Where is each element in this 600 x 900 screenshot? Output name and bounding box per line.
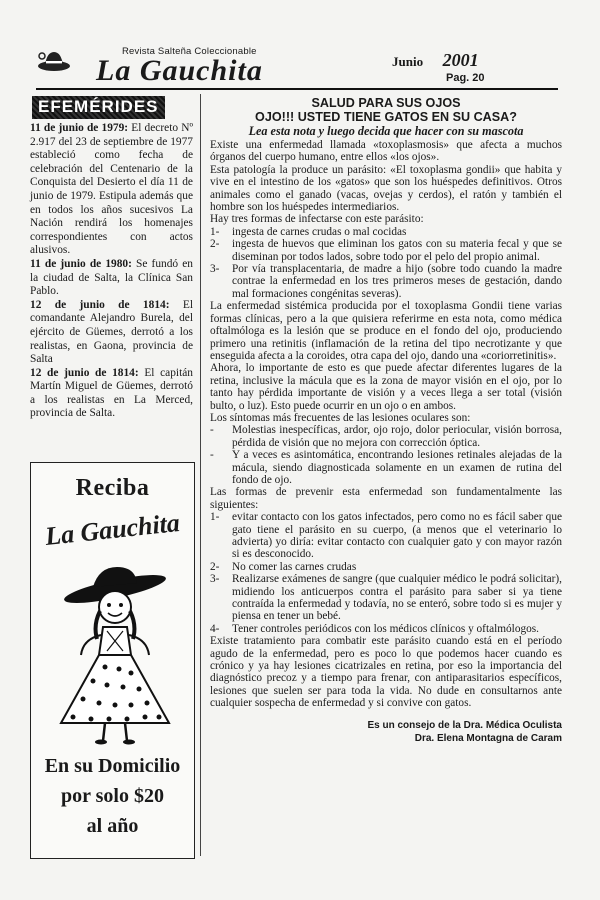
efemeride-date: 12 de junio de 1814: [30, 298, 170, 311]
list-text: Molestias inespecíficas, ardor, ojo rojo, dolor periocular, visión borrosa, pérdida de visión que no mejora con corrección óptica. [232, 424, 562, 449]
article-subtitle: OJO!!! USTED TIENE GATOS EN SU CASA? [255, 110, 517, 124]
article-title: SALUD PARA SUS OJOS [311, 96, 461, 110]
ad-line-period: al año [86, 815, 139, 837]
article-paragraph: Ahora, lo importante de esto es que puede afectar diferentes lugares de la retina, inclusive la mácula que es la zona de mayor visión en el ojo, por lo tanto hay pérdida importante de visión y a veces llega a ser total (visión bulto, o luz). Esto puede ocurrir en un ojo o en ambos. [210, 362, 562, 412]
list-item [210, 511, 562, 561]
ad-headline: Reciba [75, 475, 150, 501]
list-text: Realizarse exámenes de sangre (que cualquier médico le podrá solicitar), midiendo los anticuerpos contra el parásito para saber si ya tiene contraída la enfermedad y todavía, no se enteró, sobre todo si es mujer y piensa en tener un bebé. [232, 573, 562, 623]
list-text: Y a veces es asintomática, encontrando lesiones retinales alejadas de la mácula, siendo diagnosticada solamente en un examen de rutina del fondo de ojo. [232, 449, 562, 486]
article-paragraph: Existe una enfermedad llamada «toxoplasmosis» que afecta a muchos órganos del cuerpo humano, entre ellos «los ojos». [210, 139, 562, 164]
gaucha-girl-illustration [45, 555, 181, 745]
list-marker: 3- [210, 573, 220, 586]
article-paragraph: Existe tratamiento para combatir este parásito cuando está en el período agudo de la enfermedad, pero es poco lo que podemos hacer cuando es crónico y ya hay lesiones cicatrizales en retina, por eso la importancia del diagnóstico precoz y a tiempo para frenar, con antiparasitarios específicos, lesiones que suelen ser para toda la vida. No dude en consultarnos ante cualquier sospecha de enfermedad y si convive con gatos. [210, 635, 562, 710]
efemeride-text: El decreto Nº 2.917 del 23 de septiembre de 1977 estableció como fecha de celebración del Centenario de la Conquista del Desierto el día 11 de junio de 1979. Estipula además que en todos los años sucesivos La Nación rendirá los homenajes correspondientes con actos alusivos. [30, 122, 193, 257]
article-paragraph: Hay tres formas de infectarse con este parásito: [210, 213, 424, 226]
list-item [210, 561, 562, 573]
magazine-kicker: Revista Salteña Coleccionable [122, 46, 257, 57]
header-divider [36, 88, 558, 90]
article-paragraph: Las formas de prevenir esta enfermedad son fundamentalmente las siguientes: [210, 486, 562, 511]
page-header [36, 40, 558, 92]
list-item [210, 573, 562, 623]
list-text: Tener controles periódicos con los médicos clínicos y oftalmólogos. [232, 622, 539, 635]
efemeride-text: Se fundó en la ciudad de Salta, la Clínica San Pablo. [30, 257, 193, 298]
list-text: Por vía transplacentaria, de madre a hijo (sobre todo cuando la madre contrae la enfermedad en los tres primeros meses de gestación, dando mal formaciones congénitas severas). [232, 263, 562, 300]
efemeride-entry [30, 122, 193, 258]
list-marker: 2- [210, 560, 220, 573]
signature-line-2: Dra. Elena Montagna de Caram [414, 732, 562, 744]
efemeride-entry [30, 258, 193, 299]
ad-line-price: por solo $20 [61, 785, 164, 807]
article [210, 96, 562, 745]
efemeride-text: El comandante Alejandro Burela, del ejército de Güemes, derrotó a los realistas, en Gaona, provincia de Salta [30, 298, 193, 366]
efemerides-column [30, 96, 193, 421]
issue-date [392, 50, 479, 71]
list-item [210, 238, 562, 263]
gaucho-hat-logo-icon [36, 46, 72, 76]
article-paragraph: Los síntomas más frecuentes de las lesiones oculares son: [210, 411, 471, 424]
list-item [210, 449, 562, 486]
list-item [210, 263, 562, 300]
list-text: evitar contacto con los gatos infectados, pero como no es fácil saber que gato tiene el parásito en su cuerpo, (a menos que el veterinario lo advierta) yo diría: evitar contacto con cualquier gato y con mayor razón si es desconocido. [232, 511, 562, 561]
list-item [210, 623, 562, 635]
issue-month: Junio [392, 54, 424, 69]
author-signature [210, 719, 562, 745]
efemeride-entry [30, 299, 193, 367]
efemeride-entry [30, 367, 193, 421]
magazine-title: La Gauchita [96, 54, 263, 87]
list-marker: 1- [210, 225, 220, 238]
list-marker: 2- [210, 238, 220, 251]
efemeride-text: El capitán Martín Miguel de Güemes, derrotó a los realistas en La Merced, provincia de Salta. [30, 366, 193, 420]
list-marker: 3- [210, 263, 220, 276]
article-lead: Lea esta nota y luego decida que hacer con su mascota [248, 124, 524, 138]
column-divider [200, 94, 201, 856]
efemerides-list [30, 122, 193, 421]
efemeride-date: 11 de junio de 1980: [30, 257, 132, 270]
list-marker: - [210, 449, 214, 462]
issue-year: 2001 [442, 50, 479, 70]
list-text: No comer las carnes crudas [232, 560, 357, 573]
page-number: Pag. 20 [446, 72, 485, 84]
article-paragraph: Esta patología la produce un parásito: «El toxoplasma gondii» que habita y vive en el intestino de los «gatos» que son los huéspedes definitivos. Otros animales como el ganado (vacas, ovejas y cerdos), el ratón y también el hombre son los huéspedes intermediarios. [210, 163, 562, 214]
ad-brand: La Gauchita [43, 508, 182, 551]
article-paragraph: La enfermedad sistémica producida por el toxoplasma Gondii tiene varias formas clínicas, pero a la que quisiera referirme en esta nota, como médica oftalmóloga es la lesión que se produce en el fondo del ojo, produciendo primero una retinitis (inflamación de la retina del tipo necrotizante y que enseguida afecta a la coroides, otra capa del ojo, dando una «coriorretinitis». [210, 300, 562, 362]
list-item [210, 226, 562, 238]
list-marker: 4- [210, 622, 220, 635]
signature-line-1: Es un consejo de la Dra. Médica Oculista [367, 719, 562, 731]
subscription-ad [30, 462, 195, 859]
efemeride-date: 11 de junio de 1979: [30, 122, 129, 134]
list-marker: 1- [210, 511, 220, 524]
efemeride-date: 12 de junio de 1814: [30, 366, 139, 379]
ad-line-domicilio: En su Domicilio [44, 755, 181, 777]
list-text: ingesta de huevos que eliminan los gatos con su materia fecal y que se diseminan por todos lados, sobre todo por el pelo del propio animal. [232, 238, 562, 263]
list-marker: - [210, 424, 214, 437]
efemerides-title: EFEMÉRIDES [32, 96, 165, 119]
list-item [210, 424, 562, 449]
list-text: ingesta de carnes crudas o mal cocidas [232, 225, 407, 238]
